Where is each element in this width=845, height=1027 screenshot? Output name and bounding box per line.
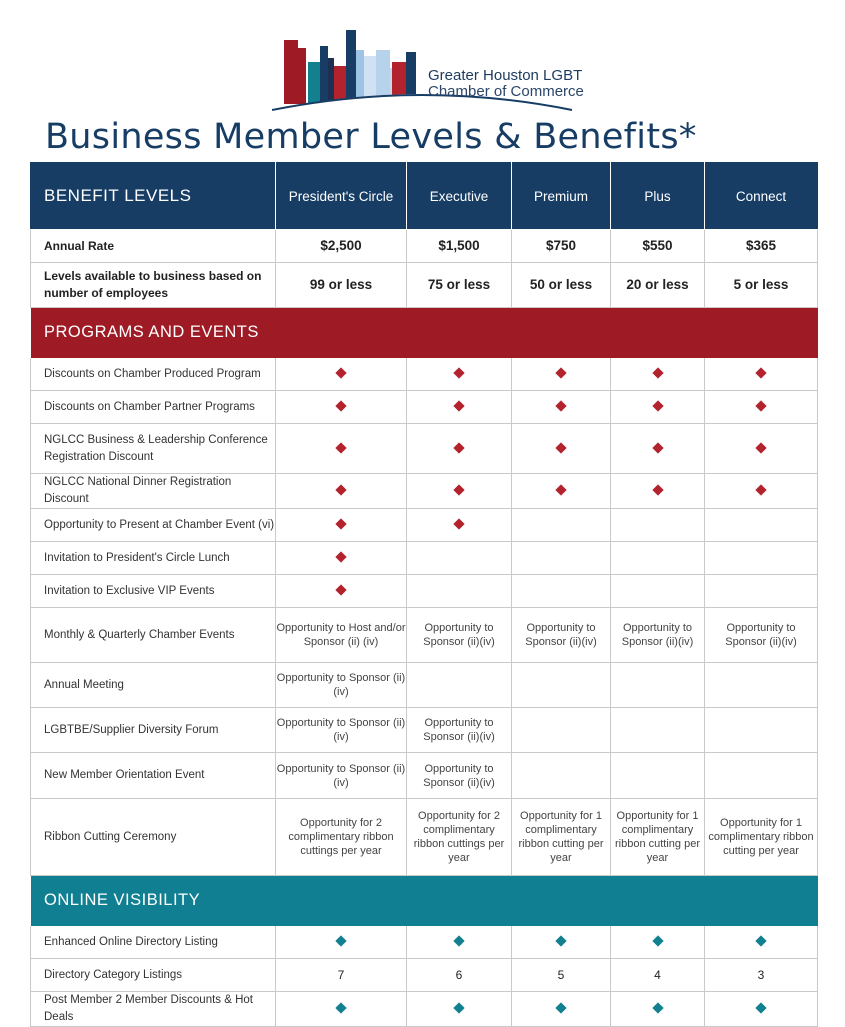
diamond-icon [555, 442, 566, 453]
table-row [31, 799, 818, 876]
benefit-cell [407, 358, 512, 391]
diamond-icon [755, 935, 766, 946]
diamond-icon [755, 400, 766, 411]
row-label: Post Member 2 Member Discounts & Hot Deals [31, 992, 276, 1027]
benefit-text: Opportunity to Host and/or Sponsor (ii) (iv) [276, 608, 407, 663]
benefit-text [512, 663, 611, 708]
benefit-cell [512, 391, 611, 424]
diamond-icon [335, 935, 346, 946]
benefit-text [705, 663, 818, 708]
diamond-icon [335, 1002, 346, 1013]
level-header: Plus [611, 163, 705, 230]
benefit-cell [705, 509, 818, 542]
benefit-cell [611, 358, 705, 391]
table-row [31, 992, 818, 1027]
benefit-text [705, 708, 818, 753]
benefit-cell [407, 575, 512, 608]
diamond-icon [335, 484, 346, 495]
category-count: 7 [276, 959, 407, 992]
category-count: 3 [705, 959, 818, 992]
diamond-icon [453, 518, 464, 529]
benefit-cell [407, 926, 512, 959]
diamond-icon [755, 484, 766, 495]
table-row [31, 926, 818, 959]
benefit-text [407, 663, 512, 708]
rate-value: $550 [611, 230, 705, 263]
table-row [31, 358, 818, 391]
table-row [31, 753, 818, 799]
diamond-icon [453, 484, 464, 495]
diamond-icon [652, 484, 663, 495]
benefit-text: Opportunity to Sponsor (ii)(iv) [407, 753, 512, 799]
row-label: LGBTBE/Supplier Diversity Forum [31, 708, 276, 753]
employee-limit: 20 or less [611, 263, 705, 308]
benefit-cell [512, 542, 611, 575]
benefit-cell [276, 992, 407, 1027]
benefit-cell [512, 509, 611, 542]
level-header: President's Circle [276, 163, 407, 230]
benefit-text: Opportunity to Sponsor (ii)(iv) [512, 608, 611, 663]
row-label: Annual Meeting [31, 663, 276, 708]
benefit-cell [512, 992, 611, 1027]
row-label: Discounts on Chamber Partner Programs [31, 391, 276, 424]
row-label: Invitation to Exclusive VIP Events [31, 575, 276, 608]
diamond-icon [652, 367, 663, 378]
table-row [31, 575, 818, 608]
benefit-cell [276, 926, 407, 959]
section-title: ONLINE VISIBILITY [31, 876, 818, 926]
benefit-cell [611, 424, 705, 474]
section-header-online [31, 876, 818, 926]
table-row [31, 708, 818, 753]
benefit-cell [276, 575, 407, 608]
benefit-cell [705, 926, 818, 959]
benefit-text: Opportunity for 2 complimentary ribbon cuttings per year [276, 799, 407, 876]
rate-value: $1,500 [407, 230, 512, 263]
benefit-cell [407, 474, 512, 509]
table-row [31, 663, 818, 708]
table-row [31, 263, 818, 308]
diamond-icon [555, 367, 566, 378]
category-count: 4 [611, 959, 705, 992]
benefit-cell [407, 542, 512, 575]
benefit-cell [512, 358, 611, 391]
diamond-icon [652, 935, 663, 946]
benefit-cell [512, 474, 611, 509]
diamond-icon [335, 442, 346, 453]
benefit-text: Opportunity to Sponsor (ii)(iv) [705, 608, 818, 663]
row-label: Directory Category Listings [31, 959, 276, 992]
diamond-icon [755, 1002, 766, 1013]
benefit-cell [276, 474, 407, 509]
diamond-icon [335, 367, 346, 378]
benefit-text [611, 753, 705, 799]
employee-limit: 75 or less [407, 263, 512, 308]
diamond-icon [652, 442, 663, 453]
benefit-cell [705, 391, 818, 424]
page-title: Business Member Levels & Benefits* [45, 117, 697, 157]
diamond-icon [652, 1002, 663, 1013]
row-label: Annual Rate [31, 230, 276, 263]
benefit-text: Opportunity to Sponsor (ii)(iv) [611, 608, 705, 663]
benefit-cell [276, 391, 407, 424]
diamond-icon [453, 935, 464, 946]
chamber-name [428, 68, 584, 100]
benefit-cell [276, 424, 407, 474]
benefit-cell [512, 424, 611, 474]
category-count: 6 [407, 959, 512, 992]
benefit-levels-heading: BENEFIT LEVELS [31, 163, 276, 230]
level-header: Premium [512, 163, 611, 230]
benefit-text: Opportunity to Sponsor (ii)(iv) [276, 753, 407, 799]
benefit-cell [611, 926, 705, 959]
table-row [31, 391, 818, 424]
diamond-icon [555, 1002, 566, 1013]
benefit-cell [611, 474, 705, 509]
benefit-cell [705, 358, 818, 391]
diamond-icon [652, 400, 663, 411]
benefit-cell [705, 542, 818, 575]
diamond-icon [335, 400, 346, 411]
employee-limit: 50 or less [512, 263, 611, 308]
employee-limit: 5 or less [705, 263, 818, 308]
diamond-icon [453, 400, 464, 411]
table-row [31, 608, 818, 663]
row-label: Monthly & Quarterly Chamber Events [31, 608, 276, 663]
benefit-cell [611, 992, 705, 1027]
table-row [31, 474, 818, 509]
diamond-icon [555, 400, 566, 411]
rate-value: $2,500 [276, 230, 407, 263]
benefit-cell [276, 509, 407, 542]
level-header: Executive [407, 163, 512, 230]
benefit-cell [611, 391, 705, 424]
chamber-name-line1: Greater Houston LGBT [428, 67, 583, 84]
row-label: Discounts on Chamber Produced Program [31, 358, 276, 391]
benefit-text [611, 708, 705, 753]
rate-value: $365 [705, 230, 818, 263]
benefit-cell [705, 424, 818, 474]
row-label: Invitation to President's Circle Lunch [31, 542, 276, 575]
table-row [31, 542, 818, 575]
header-row [31, 163, 818, 230]
row-label: Ribbon Cutting Ceremony [31, 799, 276, 876]
row-label: Enhanced Online Directory Listing [31, 926, 276, 959]
diamond-icon [755, 367, 766, 378]
benefit-text [611, 663, 705, 708]
benefit-cell [705, 992, 818, 1027]
benefit-text: Opportunity to Sponsor (ii)(iv) [276, 708, 407, 753]
benefit-cell [611, 509, 705, 542]
table-row [31, 509, 818, 542]
benefit-cell [611, 575, 705, 608]
benefit-text: Opportunity for 1 complimentary ribbon cutting per year [611, 799, 705, 876]
table-row [31, 959, 818, 992]
rate-value: $750 [512, 230, 611, 263]
employee-limit: 99 or less [276, 263, 407, 308]
row-label: NGLCC Business & Leadership Conference Registration Discount [31, 424, 276, 474]
diamond-icon [453, 442, 464, 453]
benefit-cell [407, 424, 512, 474]
benefit-text: Opportunity to Sponsor (ii)(iv) [407, 608, 512, 663]
diamond-icon [755, 442, 766, 453]
diamond-icon [555, 484, 566, 495]
benefit-cell [611, 542, 705, 575]
table-row [31, 230, 818, 263]
benefit-text [512, 753, 611, 799]
benefit-cell [705, 575, 818, 608]
benefit-text [705, 753, 818, 799]
table-row [31, 424, 818, 474]
benefit-cell [407, 391, 512, 424]
section-title: PROGRAMS AND EVENTS [31, 308, 818, 358]
benefit-text: Opportunity for 1 complimentary ribbon cutting per year [705, 799, 818, 876]
chamber-name-line2: Chamber of Commerce [428, 83, 584, 100]
benefit-cell [407, 992, 512, 1027]
benefit-cell [276, 542, 407, 575]
section-header-programs [31, 308, 818, 358]
benefits-table [30, 162, 818, 1027]
row-label: New Member Orientation Event [31, 753, 276, 799]
category-count: 5 [512, 959, 611, 992]
benefit-text: Opportunity to Sponsor (ii)(iv) [276, 663, 407, 708]
benefit-cell [276, 358, 407, 391]
benefit-text [512, 708, 611, 753]
diamond-icon [453, 1002, 464, 1013]
benefit-text: Opportunity to Sponsor (ii)(iv) [407, 708, 512, 753]
level-header: Connect [705, 163, 818, 230]
benefit-text: Opportunity for 2 complimentary ribbon cuttings per year [407, 799, 512, 876]
diamond-icon [335, 518, 346, 529]
diamond-icon [335, 584, 346, 595]
diamond-icon [453, 367, 464, 378]
benefit-cell [407, 509, 512, 542]
benefit-cell [512, 575, 611, 608]
row-label: Levels available to business based on number of employees [31, 263, 276, 308]
diamond-icon [335, 551, 346, 562]
diamond-icon [555, 935, 566, 946]
row-label: Opportunity to Present at Chamber Event (vi) [31, 509, 276, 542]
row-label: NGLCC National Dinner Registration Discount [31, 474, 276, 509]
benefit-cell [705, 474, 818, 509]
benefit-cell [512, 926, 611, 959]
benefit-text: Opportunity for 1 complimentary ribbon cutting per year [512, 799, 611, 876]
